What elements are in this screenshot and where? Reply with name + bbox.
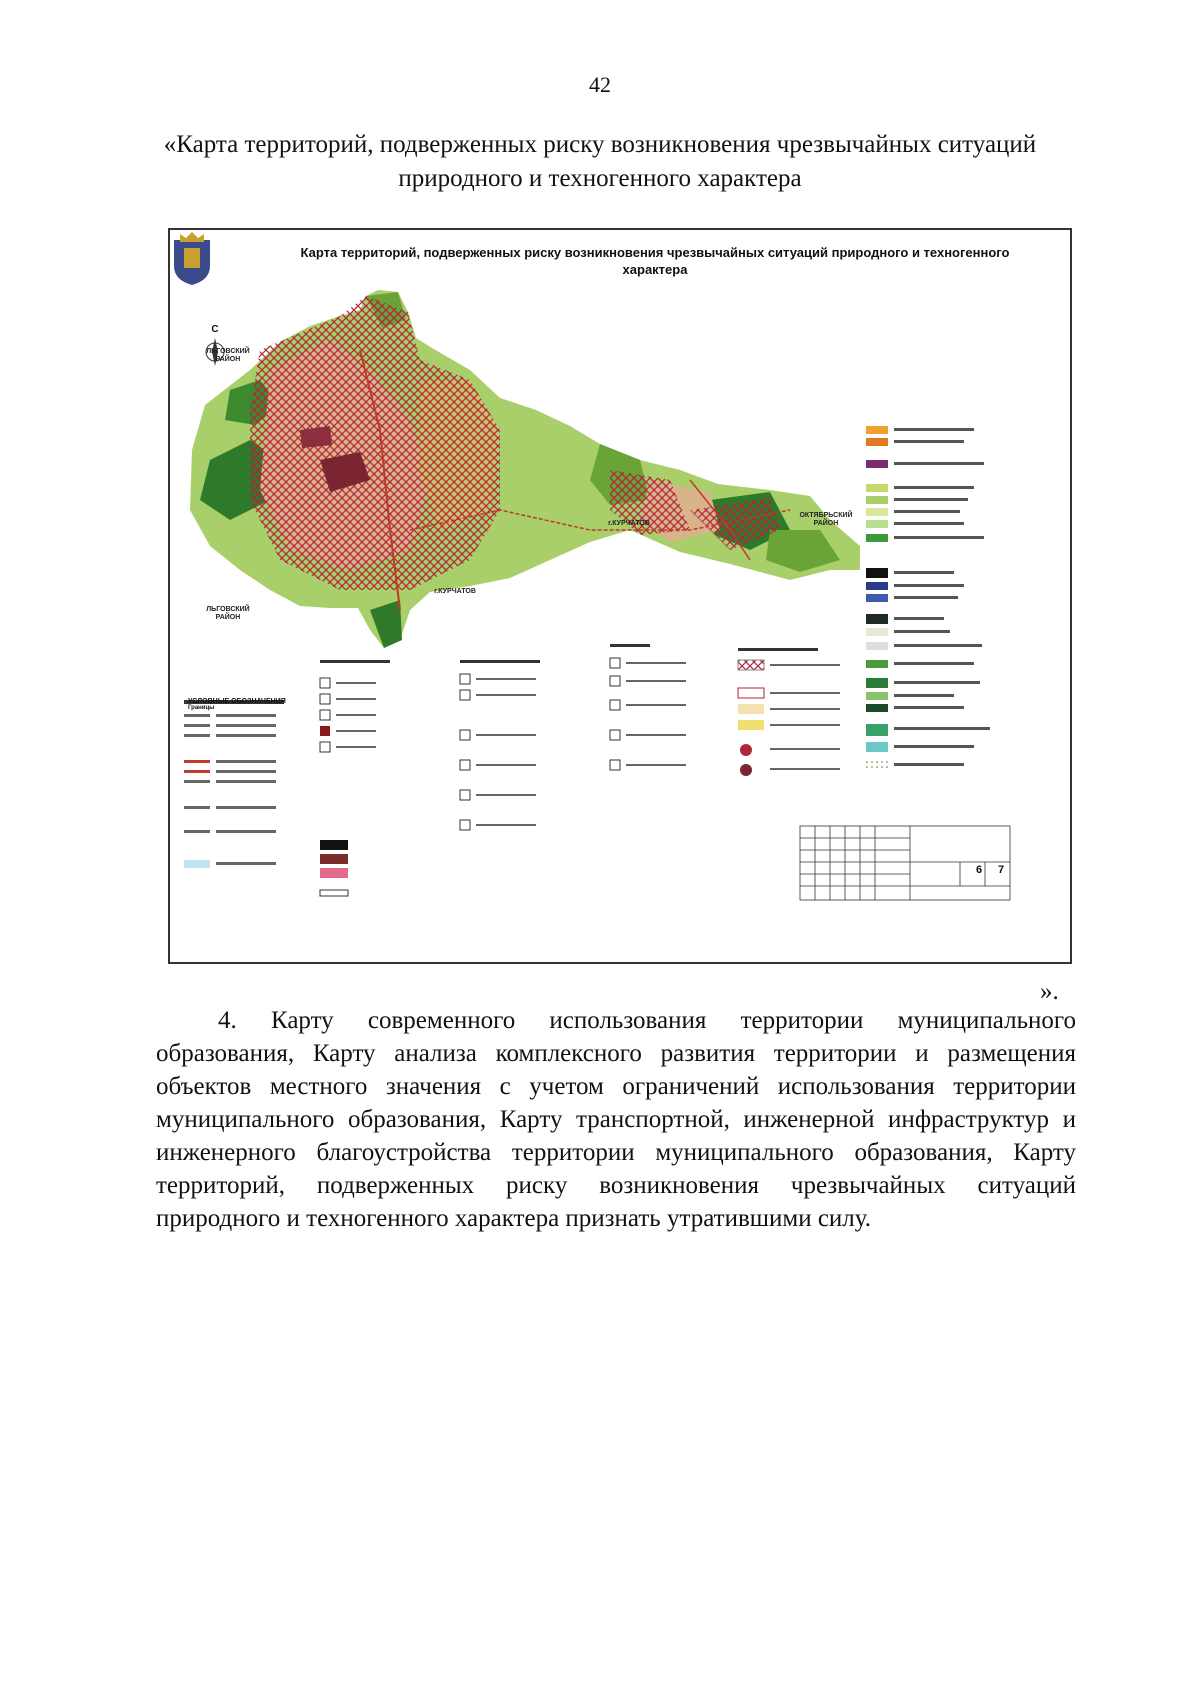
label-lgov-district-top: ЛЬГОВСКИЙ РАЙОН (206, 348, 250, 363)
map-title: Карта территорий, подверженных риску возникновения чрезвычайных ситуаций природного и техногенного характера (300, 245, 1010, 277)
stamp-sheet-a: 6 (976, 864, 983, 876)
title-block-grid (800, 826, 1010, 900)
legend-lower (184, 644, 840, 896)
page-number: 42 (589, 72, 611, 97)
coat-of-arms-icon (170, 230, 214, 286)
body-paragraph: 4. Карту современного использования территории муниципального образования, Карту анализа комплексного развития территории и размещения объектов местного значения с учетом ограничений использования территории муниципального образования, Карту транспортной, инженерной инфраструктур и инженерного благоустройства территории муниципального образования, Карту территорий, подверженных риску возникновения чрезвычайных ситуаций природного и техногенного характера признать утратившими силу. (156, 1007, 1076, 1232)
legend-left-title: УСЛОВНЫЕ ОБОЗНАЧЕНИЯ (188, 698, 286, 705)
closing-quote: ». (1040, 978, 1059, 1005)
document-heading: «Карта территорий, подверженных риску возникновения чрезвычайных ситуаций природного и техногенного характера (163, 131, 1037, 192)
legend-right (866, 426, 990, 770)
map-figure (168, 228, 1072, 964)
north-letter: С (211, 324, 219, 335)
legend-left-subtitle: Границы (188, 705, 215, 711)
risk-zone-hatch (250, 296, 500, 590)
legend-left-header (188, 698, 368, 711)
stamp-sheet-b: 7 (998, 864, 1005, 876)
label-kurchatov-bottom: г.КУРЧАТОВ (434, 588, 476, 595)
label-oktyabrsky-district: ОКТЯБРЬСКИЙ РАЙОН (799, 512, 853, 527)
map-drawing (170, 230, 1070, 962)
label-lgov-district-bottom: ЛЬГОВСКИЙ РАЙОН (206, 606, 250, 621)
label-kurchatov-right: г.КУРЧАТОВ (608, 520, 650, 527)
